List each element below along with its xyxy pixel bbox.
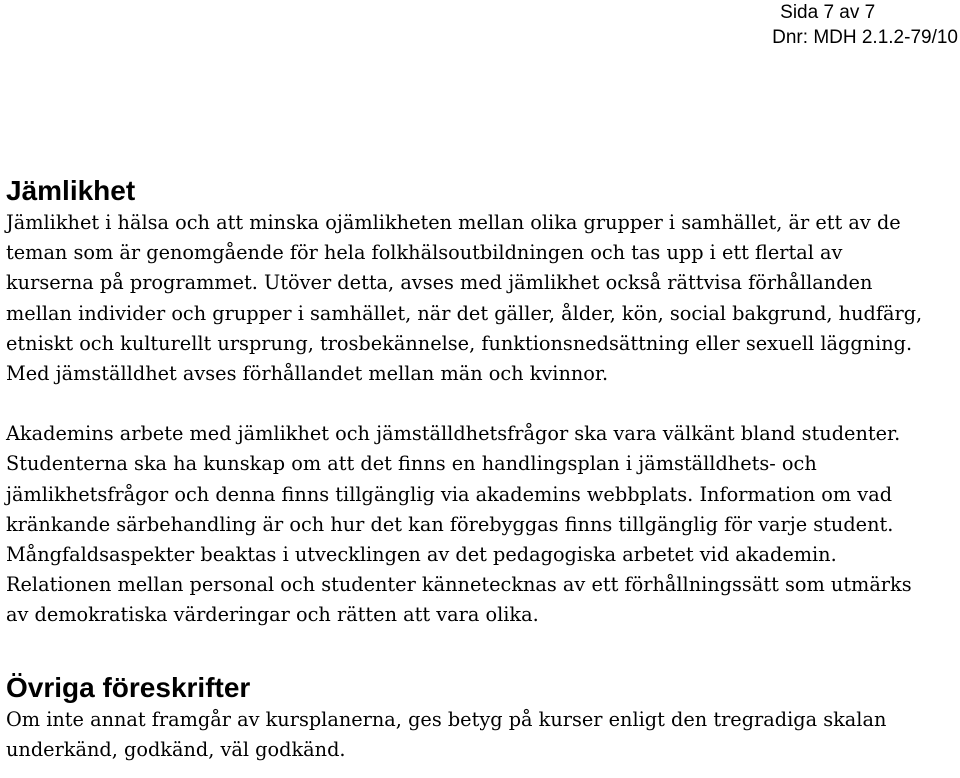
- section-ovriga-foreskrifter: [6, 671, 956, 765]
- text-line: Om inte annat framgår av kursplanerna, ges betyg på kurser enligt den tregradiga skalan: [6, 707, 887, 731]
- text-line: Relationen mellan personal och studenter kännetecknas av ett förhållningssätt som utmärks: [6, 573, 912, 597]
- text-line: Mångfaldsaspekter beaktas i utvecklingen av det pedagogiska arbetet vid akademin.: [6, 543, 837, 567]
- section-jamlikhet: [6, 174, 956, 631]
- section-heading: Övriga föreskrifter: [6, 671, 251, 703]
- text-line: teman som är genomgående för hela folkhälsoutbildningen och tas upp i ett flertal av: [6, 241, 843, 265]
- text-line: jämlikhetsfrågor och denna finns tillgänglig via akademins webbplats. Information om vad: [6, 482, 893, 506]
- text-line: av demokratiska värderingar och rätten att vara olika.: [6, 603, 539, 627]
- page-header: [772, 0, 958, 50]
- paragraph: [6, 705, 956, 765]
- paragraph: [6, 419, 956, 630]
- text-line: kränkande särbehandling är och hur det kan förebyggas finns tillgänglig för varje student.: [6, 512, 894, 536]
- text-line: Med jämställdhet avses förhållandet mellan män och kvinnor.: [6, 362, 609, 386]
- section-heading: Jämlikhet: [6, 175, 136, 206]
- document-reference: Dnr: MDH 2.1.2-79/10: [772, 27, 958, 48]
- text-line: Jämlikhet i hälsa och att minska ojämlikheten mellan olika grupper i samhället, är ett av de: [6, 211, 901, 234]
- paragraph: [6, 208, 956, 389]
- page-number: Sida 7 av 7: [780, 2, 876, 23]
- text-line: mellan individer och grupper i samhället, när det gäller, ålder, kön, social bakgrund, hudfärg,: [6, 301, 923, 325]
- text-line: Studenterna ska ha kunskap om att det finns en handlingsplan i jämställdhets- och: [6, 452, 817, 476]
- text-line: Akademins arbete med jämlikhet och jämställdhetsfrågor ska vara välkänt bland studenter.: [6, 422, 901, 446]
- text-line: underkänd, godkänd, väl godkänd.: [6, 737, 346, 761]
- document-body: [6, 174, 956, 765]
- text-line: etniskt och kulturellt ursprung, trosbekännelse, funktionsnedsättning eller sexuell läggning.: [6, 331, 913, 355]
- text-line: kurserna på programmet. Utöver detta, avses med jämlikhet också rättvisa förhållanden: [6, 271, 873, 295]
